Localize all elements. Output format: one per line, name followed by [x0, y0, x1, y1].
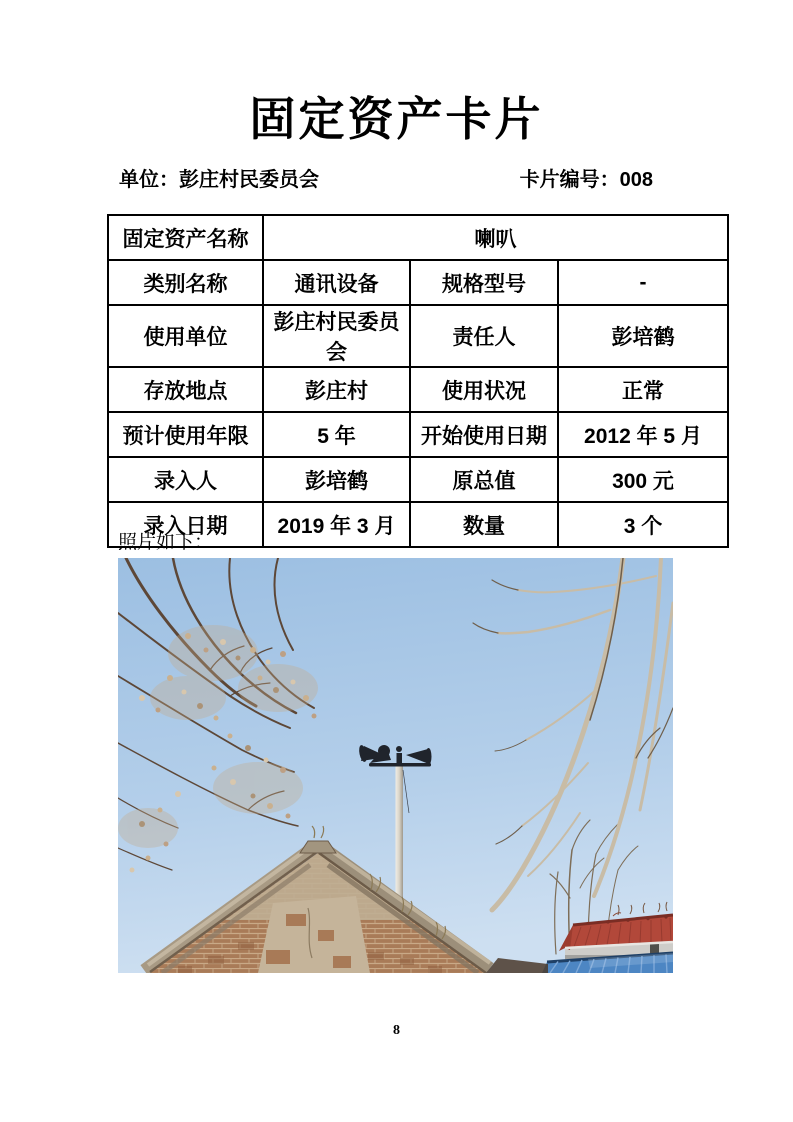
photo-illustration: [118, 558, 673, 973]
table-row: [108, 457, 728, 502]
table-row: [108, 260, 728, 305]
cell-start-date-label: 开始使用日期: [410, 412, 558, 457]
info-line: [119, 168, 653, 192]
cell-category-value: 通讯设备: [263, 260, 410, 305]
cell-lifespan-label: 预计使用年限: [108, 412, 263, 457]
table-row: [108, 367, 728, 412]
cell-location-value: 彭庄村: [263, 367, 410, 412]
cell-recorder-value: 彭培鹤: [263, 457, 410, 502]
cell-responsible-value: 彭培鹤: [558, 305, 728, 367]
page-number: 8: [393, 1023, 400, 1038]
cell-record-date-label: 录入日期: [108, 502, 263, 547]
table-row: [108, 215, 728, 260]
card-number-label: 卡片编号：008: [519, 169, 653, 191]
asset-photo: [118, 558, 673, 973]
cell-original-value-label: 原总值: [410, 457, 558, 502]
cell-user-unit-value: 彭庄村民委员会: [263, 305, 410, 367]
cell-recorder-label: 录入人: [108, 457, 263, 502]
cell-status-label: 使用状况: [410, 367, 558, 412]
page-title: 固定资产卡片: [249, 93, 544, 145]
table-row: [108, 412, 728, 457]
cell-status-value: 正常: [558, 367, 728, 412]
cell-asset-name-value: 喇叭: [263, 215, 728, 260]
cell-asset-name-label: 固定资产名称: [108, 215, 263, 260]
cell-responsible-label: 责任人: [410, 305, 558, 367]
photo-caption: 照片如下：: [118, 532, 214, 553]
table-row: [108, 305, 728, 367]
cell-record-date-value: 2019 年 3 月: [263, 502, 410, 547]
cell-quantity-value: 3 个: [558, 502, 728, 547]
unit-label: 单位：彭庄村民委员会: [119, 169, 319, 191]
cell-quantity-label: 数量: [410, 502, 558, 547]
cell-start-date-value: 2012 年 5 月: [558, 412, 728, 457]
asset-table: [107, 214, 729, 548]
cell-model-label: 规格型号: [410, 260, 558, 305]
cell-category-label: 类别名称: [108, 260, 263, 305]
cell-original-value-value: 300 元: [558, 457, 728, 502]
cell-lifespan-value: 5 年: [263, 412, 410, 457]
cell-model-value: -: [558, 260, 728, 305]
cell-location-label: 存放地点: [108, 367, 263, 412]
cell-user-unit-label: 使用单位: [108, 305, 263, 367]
